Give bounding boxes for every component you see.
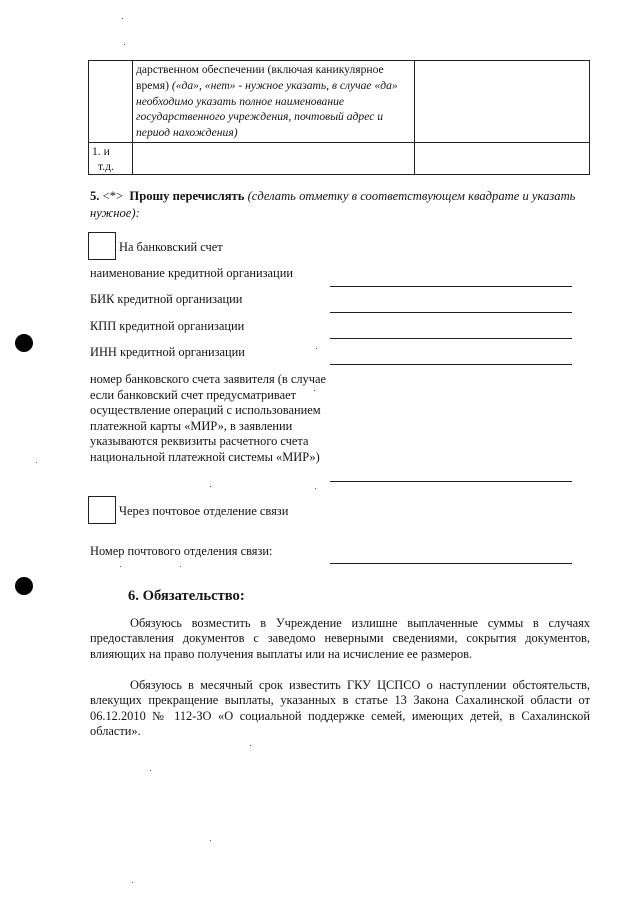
bank-account-label: На банковский счет [119, 240, 223, 254]
post-office-checkbox[interactable] [88, 496, 116, 524]
scan-speck [150, 770, 151, 771]
scan-speck [316, 348, 317, 349]
scan-speck [314, 390, 315, 391]
scan-speck [36, 462, 37, 463]
scan-speck [210, 486, 211, 487]
row-number [89, 143, 132, 174]
account-number-label: номер банковского счета заявителя (в случае если банковский счет предусматривает осуществление операций с использованием платежной карты «МИР», в заявлении указываются реквизиты расчетного счета национальной платежной системы «МИР») [90, 372, 326, 464]
bik-label: БИК кредитной организации [90, 292, 243, 306]
punch-hole [15, 334, 33, 352]
table-cell[interactable] [415, 143, 590, 175]
bank-account-checkbox[interactable] [88, 232, 116, 260]
post-office-label: Через почтовое отделение связи [119, 504, 289, 518]
inn-input-line[interactable] [330, 364, 572, 365]
kpp-label: КПП кредитной организации [90, 319, 245, 333]
obligation-paragraph-1: Обязуюсь возместить в Учреждение излишне выплаченные суммы в случаях предоставления документов с заведомо неверными сведениями, сокрытия документов, влияющих на право получения выплаты или на исчисление ее размеров. [90, 616, 590, 661]
scan-speck [122, 18, 123, 19]
cell-text-italic: («да», «нет» - нужное указать, в случае «да» необходимо указать полное наименование государственного учреждения, почтовый адрес и период нахождения) [136, 78, 398, 140]
table-cell[interactable] [133, 143, 415, 175]
cell-text-plain: дарственном обеспечении (включая каникулярное время) [136, 63, 384, 92]
section-6-title: 6. Обязательство: [128, 588, 245, 604]
inn-label: ИНН кредитной организации [90, 345, 245, 359]
account-number-input-line[interactable] [330, 481, 572, 482]
scan-speck [180, 566, 181, 567]
bank-name-label: наименование кредитной организации [90, 266, 293, 280]
bank-name-input-line[interactable] [330, 286, 572, 287]
table-cell[interactable] [415, 61, 590, 143]
table-cell [89, 61, 133, 143]
table-row [89, 143, 590, 175]
section-note: (сделать отметку в соответствующем квадрате и указать нужное): [90, 189, 576, 220]
kpp-input-line[interactable] [330, 338, 572, 339]
post-number-label: Номер почтового отделения связи: [90, 544, 273, 558]
scan-speck [120, 566, 121, 567]
info-table [88, 60, 590, 175]
row-number-line2: т.д. [98, 160, 114, 173]
punch-hole [15, 577, 33, 595]
scan-speck [132, 882, 133, 883]
obligation-paragraph-2: Обязуюсь в месячный срок известить ГКУ ЦСПСО о наступлении обстоятельств, влекущих прекращение выплаты, указанных в статье 13 Закона Сахалинской области от 06.12.2010 № 112-ЗО «О социальной поддержке семей, имеющих детей, в Сахалинской области». [90, 678, 590, 739]
row-number-line1: 1. и [92, 145, 110, 158]
scan-speck [210, 840, 211, 841]
bik-input-line[interactable] [330, 312, 572, 313]
section-number: 5. [90, 189, 100, 203]
table-row [89, 61, 590, 143]
scan-speck [315, 488, 316, 489]
table-cell [133, 61, 415, 143]
table-cell-text [133, 61, 414, 141]
scan-speck [124, 44, 125, 45]
post-number-input-line[interactable] [330, 563, 572, 564]
scan-speck [250, 745, 251, 746]
footnote-marker: <*> [102, 189, 124, 203]
section-5-heading [90, 188, 590, 222]
section-title: Прошу перечислять [129, 189, 245, 203]
table-cell [89, 143, 133, 175]
